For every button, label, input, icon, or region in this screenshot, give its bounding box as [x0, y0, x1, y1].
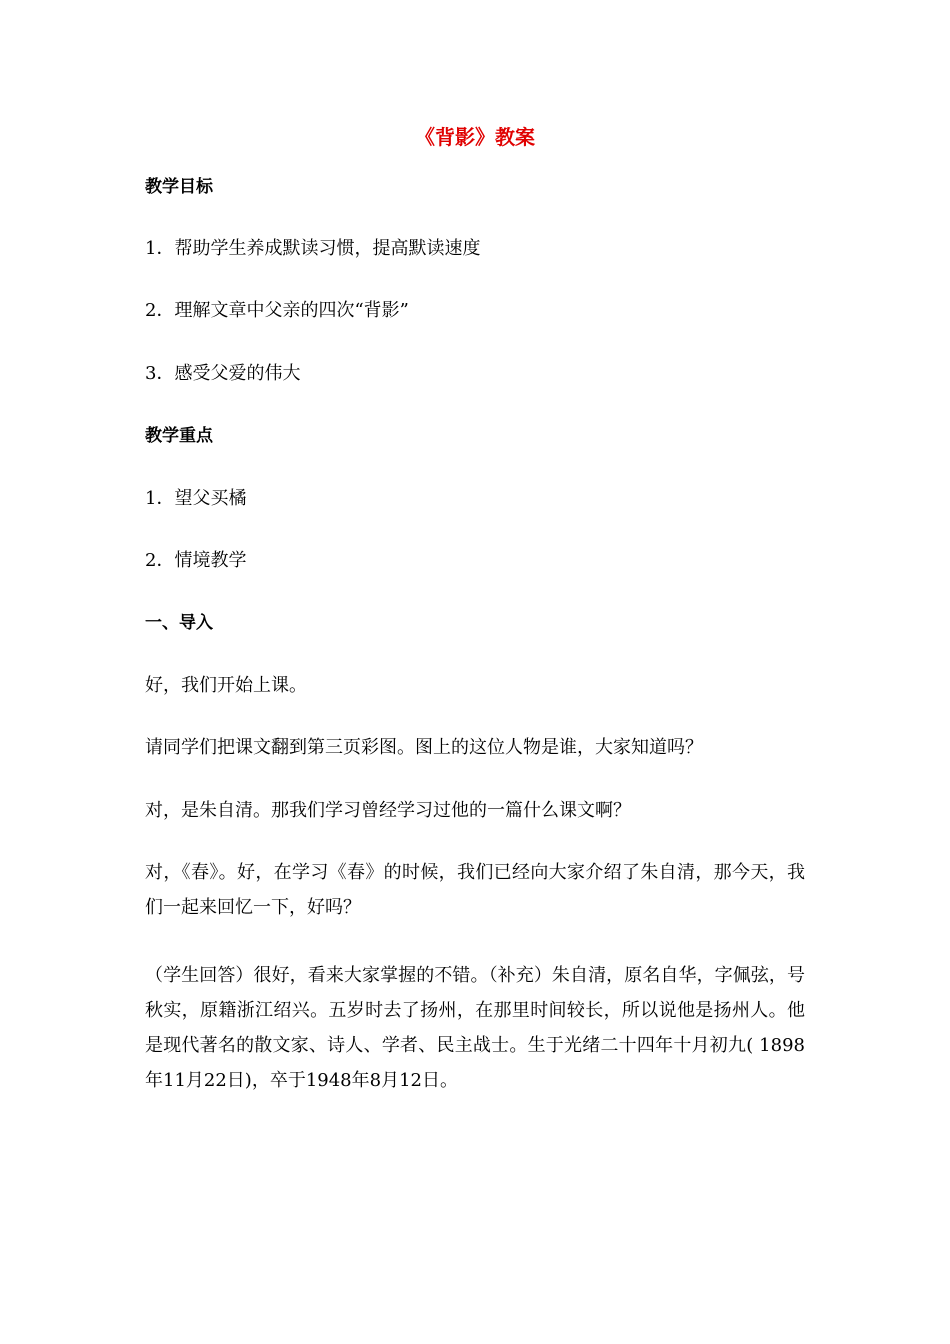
key-point-item: 1．望父买橘 — [145, 488, 247, 509]
intro-paragraph: 好，我们开始上课。 — [145, 675, 307, 696]
goal-item: 2．理解文章中父亲的四次“背影” — [145, 300, 409, 321]
document-title: 《背影》教案 — [415, 125, 535, 149]
section-heading-intro: 一、导入 — [145, 613, 213, 633]
goal-item: 1．帮助学生养成默读习惯，提高默读速度 — [145, 238, 481, 259]
goal-item: 3．感受父爱的伟大 — [145, 363, 301, 384]
section-heading-goals: 教学目标 — [145, 177, 213, 197]
intro-paragraph: 请同学们把课文翻到第三页彩图。图上的这位人物是谁，大家知道吗？ — [145, 737, 703, 758]
section-heading-key-points: 教学重点 — [145, 426, 213, 446]
intro-paragraph: 对，是朱自清。那我们学习曾经学习过他的一篇什么课文啊？ — [145, 800, 631, 821]
key-point-item: 2．情境教学 — [145, 550, 247, 571]
intro-paragraph: 对，《春》。好，在学习《春》的时候，我们已经向大家介绍了朱自清，那今天，我们一起来回忆一下，好吗？ — [145, 862, 805, 918]
intro-paragraph: （学生回答）很好，看来大家掌握的不错。（补充）朱自清，原名自华，字佩弦，号秋实，原籍浙江绍兴。五岁时去了扬州，在那里时间较长，所以说他是扬州人。他是现代著名的散文家、诗人、学者、民主战士。生于光绪二十四年十月初九( 1898年11月22日)，卒于1948年8月12日。 — [145, 965, 805, 1091]
